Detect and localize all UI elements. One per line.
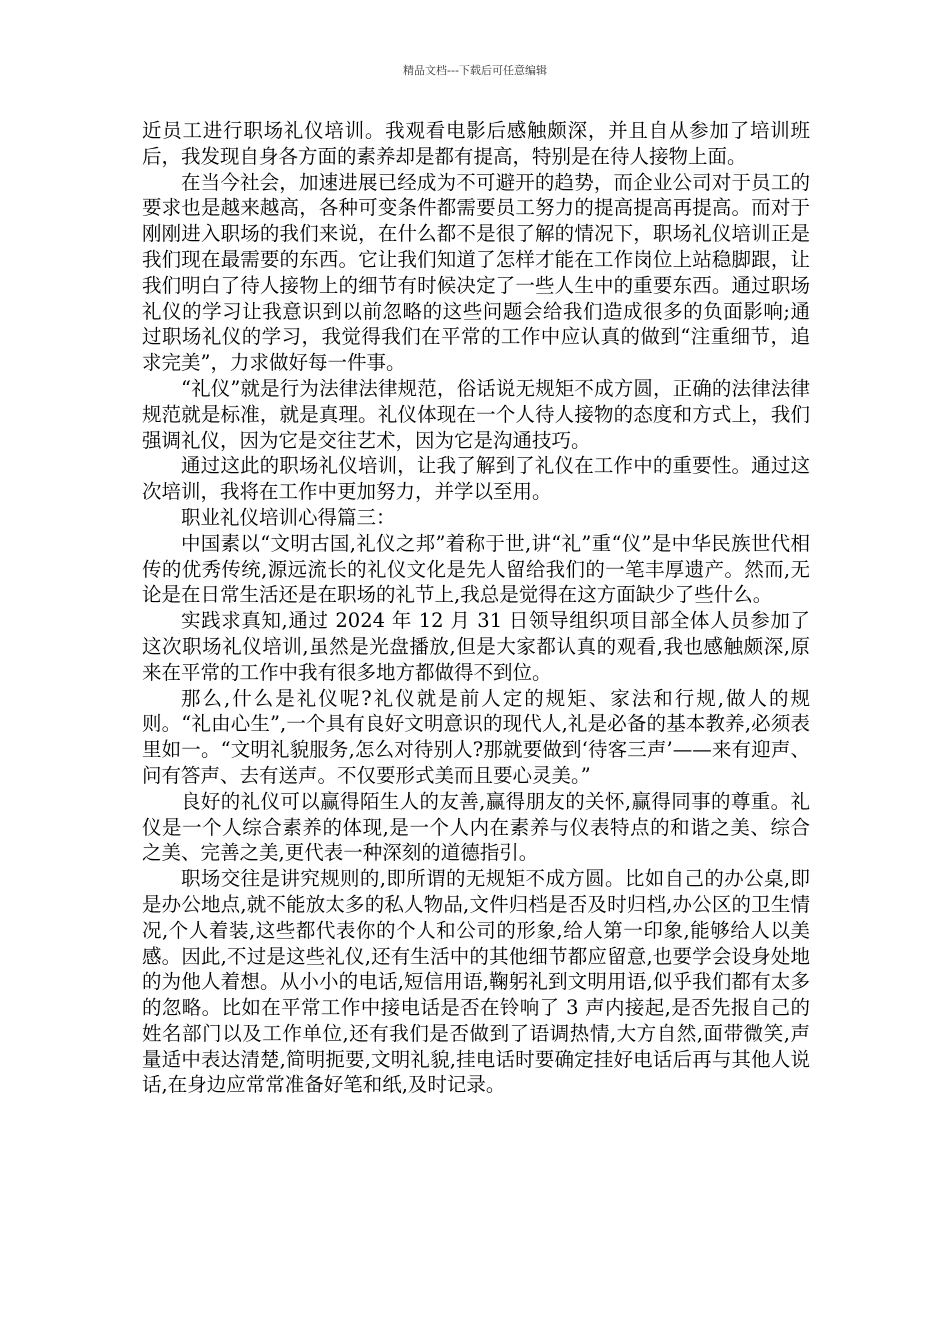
paragraph-1: 近员工进行职场礼仪培训。我观看电影后感触颇深，并且自从参加了培训班后，我发现自身各方面的素养却是都有提高，特别是在待人接物上面。 bbox=[142, 119, 810, 168]
paragraph-9: 职场交往是讲究规则的,即所谓的无规矩不成方圆。比如自己的办公桌,即是办公地点,就不能放太多的私人物品,文件归档是否及时归档,办公区的卫生情况,个人着装,这些都代表你的个人和公司的形象,给人第一印象,能够给人以美感。因此,不过是这些礼仪,还有生活中的其他细节都应留意,也要学会设身处地的为他人着想。从小小的电话,短信用语,鞠躬礼到文明用语,似乎我们都有太多的忽略。比如在平常工作中接电话是否在铃响了 3 声内接起,是否先报自己的姓名部门以及工作单位,还有我们是否做到了语调热情,大方自然,面带微笑,声量适中表达清楚,简明扼要,文明礼貌,挂电话时要确定挂好电话后再与其他人说话,在身边应常常准备好笔和纸,及时记录。 bbox=[142, 867, 810, 1097]
document-body bbox=[142, 118, 810, 1098]
paragraph-2: 在当今社会，加速进展已经成为不可避开的趋势，而企业公司对于员工的要求也是越来越高，各种可变条件都需要员工努力的提高提高再提高。而对于刚刚进入职场的我们来说，在什么都不是很了解的情况下，职场礼仪培训正是我们现在最需要的东西。它让我们知道了怎样才能在工作岗位上站稳脚跟，让我们明白了待人接物上的细节有时候决定了一些人生中的重要东西。通过职场礼仪的学习让我意识到以前忽略的这些问题会给我们造成很多的负面影响;通过职场礼仪的学习，我觉得我们在平常的工作中应认真的做到“注重细节，追求完美”，力求做好每一件事。 bbox=[142, 170, 810, 375]
paragraph-5: 中国素以“文明古国,礼仪之邦”着称于世,讲“礼”重“仪”是中华民族世代相传的优秀传统,源远流长的礼仪文化是先人留给我们的一笔丰厚遗产。然而,无论是在日常生活还是在职场的礼节上,我总是觉得在这方面缺少了些什么。 bbox=[142, 531, 810, 607]
paragraph-7: 那么,什么是礼仪呢?礼仪就是前人定的规矩、家法和行规,做人的规则。“礼由心生”,一个具有良好文明意识的现代人,礼是必备的基本教养,必须表里如一。“文明礼貌服务,怎么对待别人?那就要做到‘待客三声’——来有迎声、问有答声、去有送声。不仅要形式美而且要心灵美。” bbox=[142, 686, 810, 787]
paragraph-6: 实践求真知,通过 2024 年 12 月 31 日领导组织项目部全体人员参加了这次职场礼仪培训,虽然是光盘播放,但是大家都认真的观看,我也感触颇深,原来在平常的工作中我有很多地方都做得不到位。 bbox=[142, 609, 810, 684]
paragraph-8: 良好的礼仪可以赢得陌生人的友善,赢得朋友的关怀,赢得同事的尊重。礼仪是一个人综合素养的体现,是一个人内在素养与仪表特点的和谐之美、综合之美、完善之美,更代表一种深刻的道德指引。 bbox=[142, 789, 810, 865]
section-heading: 职业礼仪培训心得篇三： bbox=[181, 505, 396, 529]
paragraph-3: “礼仪”就是行为法律法律规范，俗话说无规矩不成方圆，正确的法律法律规范就是标准，就是真理。礼仪体现在一个人待人接物的态度和方式上，我们强调礼仪，因为它是交往艺术，因为它是沟通技巧。 bbox=[142, 376, 810, 452]
paragraph-4: 通过这此的职场礼仪培训，让我了解到了礼仪在工作中的重要性。通过这次培训，我将在工作中更加努力，并学以至用。 bbox=[142, 454, 810, 504]
page-header: 精品文档---下载后可任意编辑 bbox=[403, 64, 547, 77]
